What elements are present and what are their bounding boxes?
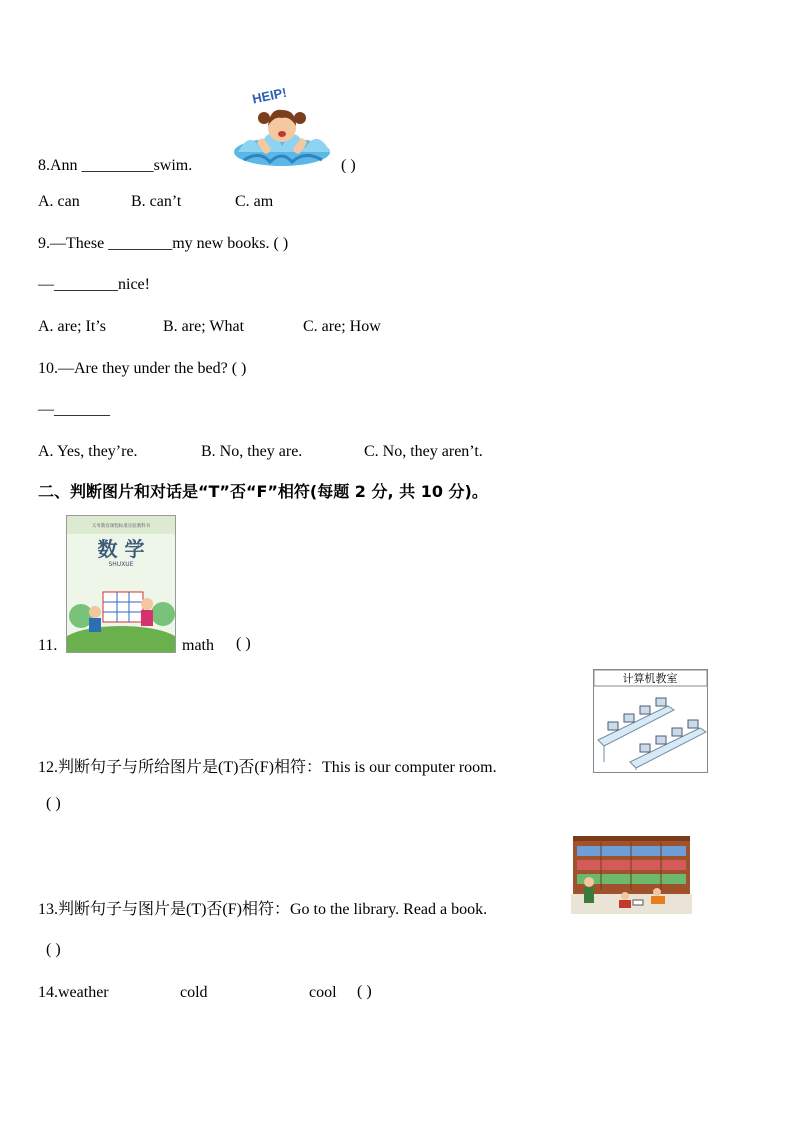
q14-word-cold: cold [180,984,208,1001]
library-image [571,834,692,914]
q8-option-c-wrap [235,192,273,212]
q12-text: 12.判断句子与所给图片是(T)否(F)相符：This is our computer room. [38,759,497,776]
q9-option-b: B. are; What [163,318,245,335]
q9-line2: —________nice! [38,276,150,293]
q8-option-b-wrap [131,192,181,212]
computer-room-image [593,669,708,773]
computer-room-sign: 计算机教室 [622,672,678,685]
q10-option-b: B. No, they are. [201,443,303,460]
book-pinyin: SHUXUE [108,561,134,568]
q8-blank: _________ [81,157,154,174]
book-top-text: 义务教育课程标准实验教科书 [91,524,151,529]
q9-option-c: C. are; How [303,318,381,335]
q8-stem-post: swim. [153,157,193,174]
q11-number: 11. [38,637,58,654]
q13-paren: ( ) [46,941,61,958]
q11-paren: ( ) [236,635,251,652]
help-badge: HEIP! [250,84,288,107]
q14-paren: ( ) [357,983,372,1000]
q12-paren: ( ) [46,795,61,812]
q8-option-a: A. can [38,193,80,210]
q9-line1: 9.—These ________my new books. ( ) [38,235,289,252]
q8-option-b: B. can’t [131,193,182,210]
q10-line2: —_______ [38,401,110,418]
q8-option-c: C. am [235,193,274,210]
q14-number-word: 14.weather [38,984,109,1001]
q9-option-a: A. are; It’s [38,318,106,335]
q11-word: math [182,637,214,654]
q8-options [38,192,80,212]
q8-paren: ( ) [341,157,356,174]
q10-option-a: A. Yes, they’re. [38,443,138,460]
drowning-girl-image [230,80,335,170]
q14-word-cool: cool [309,984,337,1001]
math-book-image [66,515,176,653]
book-title: 数 学 [97,537,145,561]
q13-text: 13.判断句子与图片是(T)否(F)相符：Go to the library. Read a book. [38,901,488,918]
q10-line1: 10.—Are they under the bed? ( ) [38,360,247,377]
question-8 [38,156,192,176]
q8-stem-pre: 8.Ann [38,157,82,174]
section-2-title: 二、判断图片和对话是“T”否“F”相符(每题 2 分, 共 10 分)。 [38,482,488,501]
q10-option-c: C. No, they aren’t. [364,443,483,460]
